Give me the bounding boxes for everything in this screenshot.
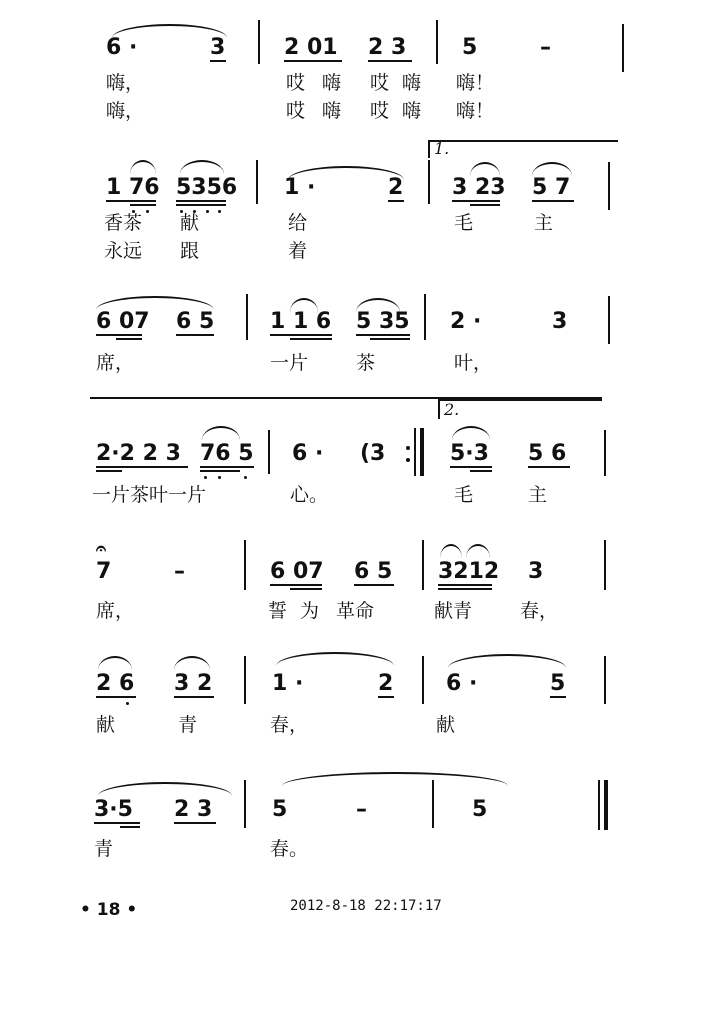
barline xyxy=(608,296,610,344)
note: 5 xyxy=(272,797,288,822)
slur xyxy=(98,656,132,670)
note: 3212 xyxy=(438,559,500,584)
lyric: 哎 xyxy=(286,100,306,122)
slur xyxy=(440,544,462,558)
barline xyxy=(422,540,424,590)
note: 6 · xyxy=(292,441,324,466)
volta-number: 1. xyxy=(434,139,450,158)
lyric: 嗨！ xyxy=(456,72,495,94)
note: 6 07 xyxy=(270,559,324,584)
barline xyxy=(258,20,260,64)
lyric: 一片茶叶一片 xyxy=(92,484,207,506)
lyric: 青 xyxy=(94,838,114,860)
lyric: 春。 xyxy=(270,838,309,860)
slur xyxy=(96,296,214,310)
lyric: 毛 xyxy=(454,484,474,506)
note: 3 xyxy=(528,559,544,584)
note: 2 · xyxy=(450,309,482,334)
lyric: 一片 xyxy=(270,352,309,374)
note: 3 23 xyxy=(452,175,506,200)
low-dot xyxy=(218,210,221,213)
underline xyxy=(176,200,226,202)
note: 2 3 xyxy=(368,35,407,60)
note: 3 xyxy=(210,35,226,60)
lyric: 嗨 xyxy=(322,100,342,122)
barline xyxy=(604,540,606,590)
lyric: 心。 xyxy=(290,484,329,506)
note: 1 1 6 xyxy=(270,309,332,334)
underline xyxy=(176,334,214,336)
low-dot xyxy=(218,476,221,479)
lyric: 誓 xyxy=(268,600,288,622)
lyric: 献 xyxy=(436,714,456,736)
underline xyxy=(174,822,216,824)
lyric: 香茶 xyxy=(104,212,143,234)
lyric: 永远 xyxy=(104,240,143,262)
volta-number: 2. xyxy=(444,400,460,419)
volta-bracket xyxy=(438,399,440,419)
underline xyxy=(532,200,574,202)
barline xyxy=(256,160,258,204)
underline xyxy=(200,466,254,468)
lyric: 茶 xyxy=(356,352,376,374)
note: 3·5 xyxy=(94,797,133,822)
lyric: 主 xyxy=(534,212,554,234)
low-dot xyxy=(204,476,207,479)
volta-bracket xyxy=(438,399,602,401)
note: 5 7 xyxy=(532,175,571,200)
low-dot xyxy=(206,210,209,213)
note: – xyxy=(540,35,551,60)
note: 3 2 xyxy=(174,671,213,696)
note: 1 · xyxy=(272,671,304,696)
lyric: 哎 xyxy=(370,72,390,94)
lyric: 青 xyxy=(178,714,198,736)
barline xyxy=(428,160,430,204)
lyric: 席， xyxy=(96,352,135,374)
barline xyxy=(246,294,248,340)
slur xyxy=(282,772,508,786)
underline xyxy=(470,470,492,472)
lyric: 嗨！ xyxy=(456,100,495,122)
repeat-dot xyxy=(406,446,410,450)
note: 6 5 xyxy=(354,559,393,584)
underline xyxy=(438,588,492,590)
underline xyxy=(96,696,136,698)
barline xyxy=(604,656,606,704)
underline xyxy=(354,584,394,586)
lyric: 给 xyxy=(288,212,308,234)
lyric: 春， xyxy=(520,600,559,622)
low-dot xyxy=(244,476,247,479)
underline xyxy=(452,200,500,202)
note: 2 3 xyxy=(174,797,213,822)
note: 6 · xyxy=(106,35,138,60)
note: 5 35 xyxy=(356,309,410,334)
barline xyxy=(424,294,426,340)
underline xyxy=(284,60,342,62)
note: (3 xyxy=(360,441,386,466)
low-dot xyxy=(126,702,129,705)
repeat-barline xyxy=(414,428,416,476)
underline xyxy=(370,338,410,340)
lyric: 嗨， xyxy=(106,100,145,122)
note: 6 07 xyxy=(96,309,150,334)
timestamp: 2012-8-18 22:17:17 xyxy=(290,898,442,914)
note: 1 · xyxy=(284,175,316,200)
page-number: • 18 • xyxy=(80,900,138,920)
underline xyxy=(270,334,332,336)
final-barline xyxy=(604,780,608,830)
underline xyxy=(106,200,156,202)
barline xyxy=(244,656,246,704)
repeat-dot xyxy=(406,458,410,462)
underline xyxy=(94,822,140,824)
barline xyxy=(268,430,270,474)
note: 5 xyxy=(472,797,488,822)
slur xyxy=(180,160,224,174)
lyric: 献 xyxy=(96,714,116,736)
underline xyxy=(356,334,410,336)
final-barline xyxy=(598,780,600,830)
underline xyxy=(176,204,226,206)
note: 6 · xyxy=(446,671,478,696)
repeat-barline xyxy=(420,428,424,476)
underline xyxy=(96,334,142,336)
barline xyxy=(608,162,610,210)
underline xyxy=(200,470,240,472)
underline xyxy=(130,204,156,206)
note: 2 xyxy=(378,671,394,696)
note: 5 xyxy=(462,35,478,60)
lyric: 献 xyxy=(180,212,200,234)
lyric: 献青 xyxy=(434,600,473,622)
slur xyxy=(98,782,232,796)
lyric: 嗨 xyxy=(402,100,422,122)
lyric: 主 xyxy=(528,484,548,506)
barline xyxy=(604,430,606,476)
volta-bracket xyxy=(428,140,618,142)
note: – xyxy=(174,559,185,584)
underline xyxy=(528,466,570,468)
lyric: 为 xyxy=(300,600,320,622)
underline xyxy=(388,200,404,202)
underline xyxy=(174,696,214,698)
underline xyxy=(290,338,332,340)
underline xyxy=(96,466,188,468)
lyric: 春， xyxy=(270,714,309,736)
underline xyxy=(438,584,492,586)
note: 7 xyxy=(96,559,112,584)
note: 6 5 xyxy=(176,309,215,334)
slur xyxy=(532,162,572,176)
lyric: 毛 xyxy=(454,212,474,234)
note: 2 xyxy=(388,175,404,200)
note: 76 5 xyxy=(200,441,254,466)
volta-bracket xyxy=(428,140,430,158)
barline xyxy=(244,540,246,590)
slur xyxy=(174,656,210,670)
lyric: 嗨 xyxy=(322,72,342,94)
slur xyxy=(470,162,500,176)
low-dot xyxy=(146,210,149,213)
underline xyxy=(210,60,226,62)
underline xyxy=(120,826,140,828)
fermata-icon: 𝄐 xyxy=(96,538,107,559)
lyric: 革命 xyxy=(336,600,375,622)
underline xyxy=(470,204,500,206)
note: 5356 xyxy=(176,175,238,200)
note: 5 6 xyxy=(528,441,567,466)
underline xyxy=(96,470,122,472)
note: 5 xyxy=(550,671,566,696)
underline xyxy=(290,588,322,590)
barline xyxy=(436,20,438,64)
lyric: 哎 xyxy=(286,72,306,94)
barline xyxy=(622,24,624,72)
note: – xyxy=(356,797,367,822)
note: 2 6 xyxy=(96,671,135,696)
barline xyxy=(432,780,434,828)
lyric: 席， xyxy=(96,600,135,622)
slur xyxy=(466,544,490,558)
lyric: 嗨， xyxy=(106,72,145,94)
underline xyxy=(550,696,566,698)
underline xyxy=(270,584,322,586)
lyric: 叶， xyxy=(454,352,493,374)
slur xyxy=(202,426,240,440)
underline xyxy=(116,338,142,340)
note: 5·3 xyxy=(450,441,489,466)
note: 3 xyxy=(552,309,568,334)
slur xyxy=(130,160,156,174)
underline xyxy=(378,696,394,698)
lyric: 跟 xyxy=(180,240,200,262)
slur xyxy=(452,426,490,440)
note: 2·2 2 3 xyxy=(96,441,181,466)
underline xyxy=(450,466,492,468)
slur xyxy=(448,654,566,668)
lyric: 着 xyxy=(288,240,308,262)
note: 2 01 xyxy=(284,35,338,60)
note: 1 76 xyxy=(106,175,160,200)
lyric: 嗨 xyxy=(402,72,422,94)
barline xyxy=(244,780,246,828)
slur xyxy=(276,652,394,666)
barline xyxy=(422,656,424,704)
lyric: 哎 xyxy=(370,100,390,122)
underline xyxy=(368,60,412,62)
